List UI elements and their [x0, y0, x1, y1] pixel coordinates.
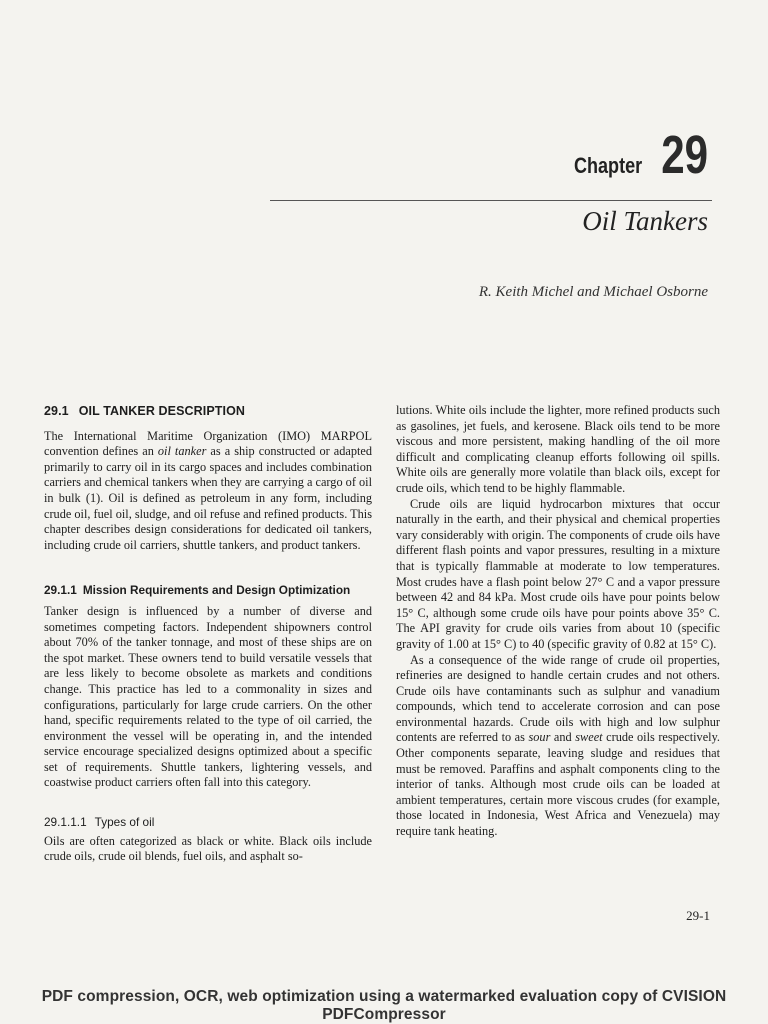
chapter-authors: R. Keith Michel and Michael Osborne [478, 284, 708, 300]
watermark-banner: PDF compression, OCR, web optimization using a watermarked evaluation copy of CVISION PDFCompressor [41, 988, 727, 1023]
subsubsection-title: Types of oil [94, 815, 155, 830]
section-number: 29.1 [44, 404, 69, 418]
paragraph: lutions. White oils include the lighter, more refined products such as gasolines, jet fuels, and kerosene. Black oils tend to be more viscous and more persistent, making handling of the oil more difficult and complicating cleanup efforts following oil spills. White oils are generally more volatile than black oils, except for crude oils, which tend to be highly flammable. [396, 403, 720, 495]
paragraph: Crude oils are liquid hydrocarbon mixtures that occur naturally in the earth, and their physical and chemical properties vary considerably with origin. The components of crude oils have different flash points and vapor pressures, resulting in a mixture that is typically flammable at moderate to low temperatures. Most crudes have a flash point below 27° C and a vapor pressure between 42 and 84 kPa. Most crude oils have pour points below 15° C, although some crude oils have pour points above 35° C. The API gravity for crude oils varies from about 10 (specific gravity of 1.00 at 15° C) to 40 (specific gravity of 0.82 at 15° C). [396, 496, 720, 651]
paragraph: The International Maritime Organization (IMO) MARPOL convention defines an oil tanker as a ship constructed or adapted primarily to carry oil in its cargo spaces and includes combination carriers and chemical tankers when they are carrying a cargo of oil in bulk (1). Oil is defined as petroleum in any form, including crude oil, fuel oil, sludge, and oil refuse and refined products. This chapter describes design considerations for dedicated oil tankers, including crude oil carriers, shuttle tankers, and product tankers. [44, 428, 372, 552]
right-column [396, 403, 720, 840]
chapter-number: 29 [661, 125, 708, 185]
paragraph: Tanker design is influenced by a number of diverse and sometimes competing factors. Independent shipowners control about 70% of the tanker tonnage, and most of these ships are on the spot market. These owners tend to build versatile vessels that are less likely to become obsolete as markets and conditions change. This practice has led to a commonality in sizes and configurations, particularly for large crude carriers. On the other hand, specific requirements related to the type of oil carried, the environment the vessel will be operating in, and the intended service encourage specialized designs optimized about a specific set of requirements. Shuttle tankers, lightering vessels, and coastwise product carriers often fall into this category. [44, 603, 372, 790]
section-heading [44, 404, 372, 420]
chapter-title: Oil Tankers [582, 206, 708, 236]
subsubsection-number: 29.1.1.1 [44, 815, 87, 830]
left-column [44, 404, 372, 865]
section-title: OIL TANKER DESCRIPTION [78, 404, 246, 418]
chapter-heading [559, 125, 708, 185]
paragraph: As a consequence of the wide range of crude oil properties, refineries are designed to handle certain crudes and not others. Crude oils have contaminants such as sulphur and vanadium compounds, which tend to accelerate corrosion and can pose environmental hazards. Crude oils with high and low sulphur contents are referred to as sour and sweet crude oils respectively. Other components separate, leaving sludge and residues that must be removed. Paraffins and asphalt components cling to the interior of tanks. Although most crude oils can be loaded at ambient temperatures, certain more viscous crudes (for example, those located in Indonesia, West Africa and Venezuela) may require tank heating. [396, 652, 721, 839]
chapter-label: Chapter [573, 153, 642, 178]
subsubsection-heading [44, 815, 372, 831]
title-rule [270, 200, 712, 201]
paragraph: Oils are often categorized as black or white. Black oils include crude oils, crude oil blends, fuel oils, and asphalt so- [44, 833, 372, 864]
page-number: 29-1 [686, 908, 710, 923]
subsection-heading [44, 583, 372, 599]
subsection-number: 29.1.1 [44, 583, 77, 598]
subsection-title: Mission Requirements and Design Optimization [82, 583, 351, 598]
